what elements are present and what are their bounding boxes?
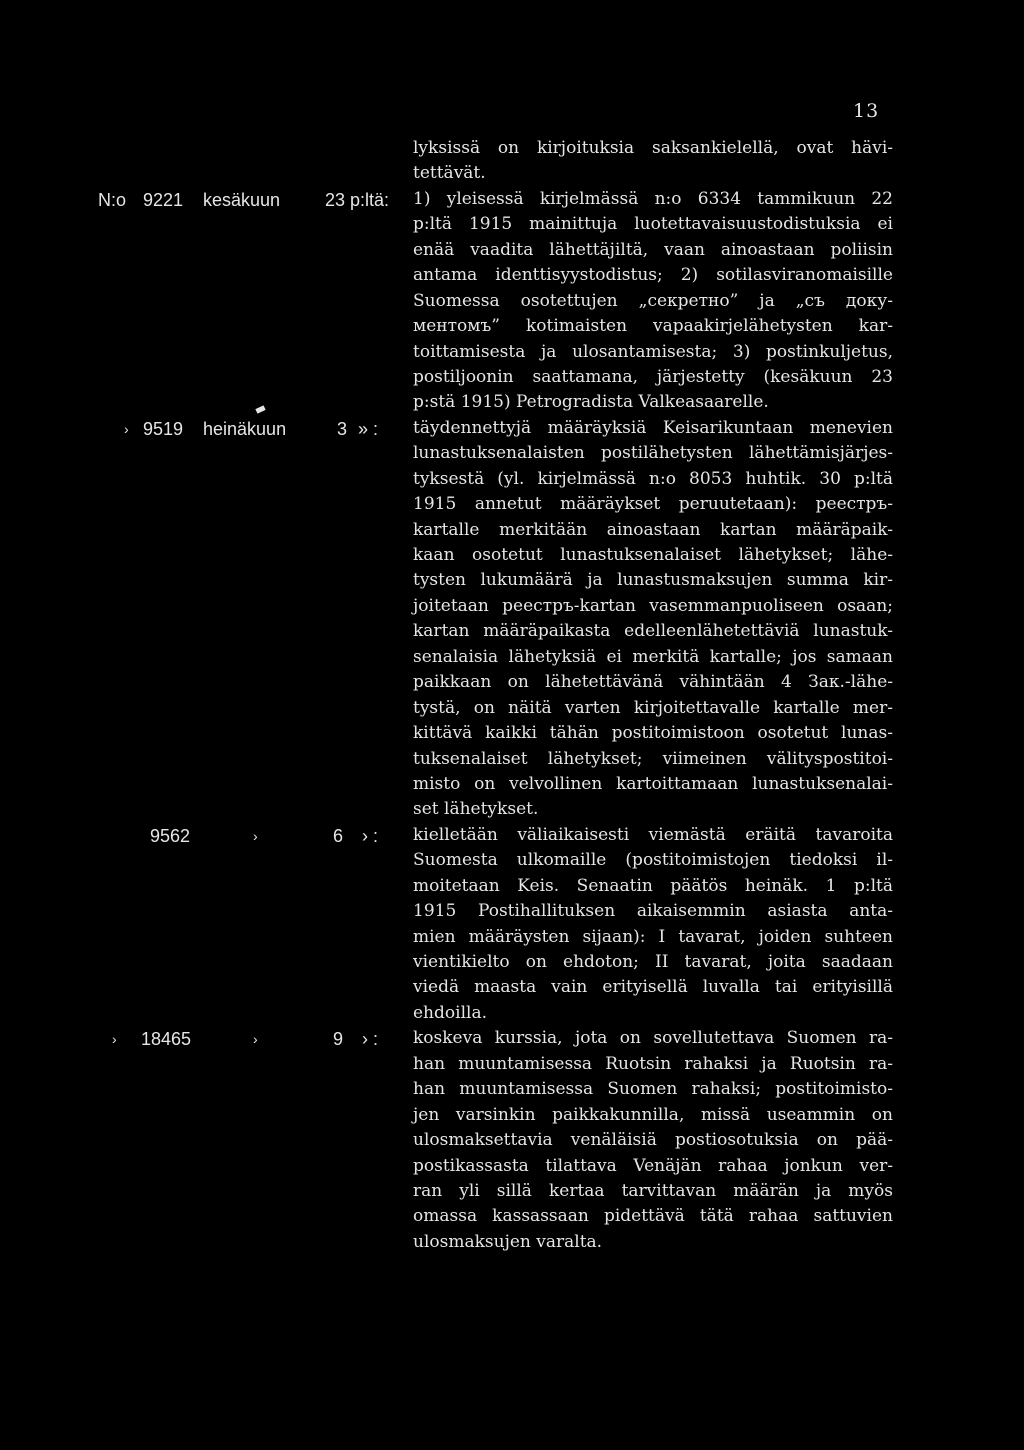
entry-month: ›: [253, 827, 258, 844]
text-line: antama identtisyystodistus; 2) sotilasviranomaisille: [413, 265, 893, 286]
entry-number: 9562: [150, 825, 191, 846]
text-line: moitetaan Keis. Senaatin päätös heinäk. 1 p:ltä: [413, 875, 893, 896]
text-line: set lähetykset.: [413, 799, 539, 820]
entry-day: 9: [333, 1029, 344, 1050]
entry-text: [413, 1026, 893, 1255]
text-line: kaan osotetut lunastuksenalaiset lähetykset; lähe-: [413, 545, 893, 565]
text-line: 1) yleisessä kirjelmässä n:o 6334 tammikuun 22: [413, 188, 893, 209]
text-line: tettävät.: [413, 163, 486, 184]
text-line: p:stä 1915) Petrogradista Valkeasaarelle.: [413, 392, 769, 413]
text-line: viedä maasta vain erityisellä luvalla tai erityisillä: [413, 977, 893, 998]
entry-text: [413, 136, 893, 187]
text-line: ulosmaksettavia venäläisiä postiosotuksia on pää-: [413, 1130, 893, 1151]
no-label: ›: [112, 1031, 117, 1048]
text-line: ran yli sillä kertaa tarvittavan määrän ja myös: [413, 1180, 893, 1201]
text-line: kartalle merkitään ainoastaan kartan määräpaik-: [413, 519, 893, 540]
text-line: Suomessa osotettujen „секретно” ja „съ доку-: [413, 290, 893, 311]
entry-day: 6: [333, 825, 344, 846]
text-line: tyksestä (yl. kirjelmässä n:o 8053 huhtik. 30 p:ltä: [413, 468, 893, 489]
text-line: p:ltä 1915 mainittuja luotettavaisuustodistuksia ei: [413, 214, 893, 235]
text-line: jen varsinkin paikkakunnilla, missä useammin on: [413, 1104, 893, 1125]
text-line: mien määräysten sijaan): I tavarat, joiden suhteen: [413, 926, 893, 947]
entry-suffix: » :: [358, 418, 379, 439]
register-entry: [0, 136, 1024, 187]
text-line: lunastuksenalaisten postilähetysten lähettämisjärjes-: [413, 443, 893, 464]
entry-suffix: › :: [362, 1029, 378, 1050]
entry-day: 23: [325, 189, 346, 210]
no-label: N:o: [98, 189, 127, 210]
entry-number: 9221: [143, 189, 184, 210]
register-entry: [0, 823, 1024, 1027]
text-line: misto on velvollinen kartoittamaan lunastuksenalai-: [413, 773, 893, 794]
entry-meta: [0, 823, 412, 849]
entry-suffix: p:ltä:: [350, 189, 390, 210]
entry-meta: [0, 187, 412, 213]
text-line: ehdoilla.: [413, 1002, 487, 1023]
text-line: senalaisia lähetyksiä ei merkitä kartalle; jos samaan: [413, 646, 893, 667]
entry-month: kesäkuun: [203, 189, 281, 210]
text-line: tysten lukumäärä ja lunastusmaksujen summa kir-: [413, 570, 893, 591]
register-entry: [0, 187, 1024, 416]
entry-day: 3: [337, 418, 348, 439]
entry-meta: [0, 416, 412, 442]
text-line: vientikielto on ehdoton; II tavarat, joita saadaan: [413, 952, 893, 972]
text-line: tuksenalaiset lähetykset; viimeinen välityspostitoi-: [413, 748, 893, 769]
register-entries: [0, 136, 1024, 1255]
no-label: ›: [124, 420, 129, 437]
text-line: 1915 annetut määräykset peruutetaan): реестръ-: [413, 494, 893, 515]
text-line: kielletään väliaikaisesti viemästä eräitä tavaroita: [413, 824, 893, 845]
entry-number: 9519: [143, 418, 184, 439]
text-line: toittamisesta ja ulosantamisesta; 3) postinkuljetus,: [413, 341, 893, 362]
register-entry: [0, 1026, 1024, 1255]
text-line: koskeva kurssia, jota on sovellutettava Suomen ra-: [413, 1028, 893, 1049]
page-number: 13: [853, 100, 880, 122]
text-line: ментомъ” kotimaisten vapaakirjelähetysten kar-: [413, 316, 893, 337]
text-line: omassa kassassaan pidettävä tätä rahaa sattuvien: [413, 1206, 893, 1227]
text-line: lyksissä on kirjoituksia saksankielellä, ovat hävi-: [413, 138, 893, 158]
register-entry: [0, 416, 1024, 823]
entry-text: [413, 416, 893, 823]
entry-suffix: › :: [362, 825, 378, 846]
text-line: täydennettyjä määräyksiä Keisarikuntaan menevien: [413, 417, 893, 438]
text-line: han muuntamisessa Ruotsin rahaksi ja Ruotsin ra-: [413, 1053, 893, 1074]
text-line: paikkaan on lähetettävänä vähintään 4 Зак.-lähe-: [413, 672, 893, 693]
text-line: ulosmaksujen varalta.: [413, 1231, 603, 1252]
text-line: postiljoonin saattamana, järjestetty (kesäkuun 23: [413, 366, 893, 387]
text-line: postikassasta tilattava Venäjän rahaa jonkun ver-: [413, 1155, 893, 1176]
text-line: kartan määräpaikasta edelleenlähetettäviä lunastuk-: [413, 621, 893, 642]
entry-text: [413, 187, 893, 416]
entry-meta: [0, 1026, 412, 1052]
text-line: 1915 Postihallituksen aikaisemmin asiasta anta-: [413, 901, 893, 922]
entry-text: [413, 823, 893, 1027]
text-line: kittävä kaikki tähän postitoimistoon osotetut lunas-: [413, 723, 893, 744]
text-line: joitetaan реестръ-kartan vasemmanpuoliseen osaan;: [413, 595, 893, 616]
entry-month: heinäkuun: [203, 418, 287, 439]
text-line: han muuntamisessa Suomen rahaksi; postitoimisto-: [413, 1079, 893, 1100]
text-line: Suomesta ulkomaille (postitoimistojen tiedoksi il-: [413, 850, 893, 871]
text-line: tystä, on näitä varten kirjoitettavalle kartalle mer-: [413, 697, 893, 718]
entry-number: 18465: [141, 1029, 192, 1050]
entry-month: ›: [253, 1031, 258, 1048]
text-line: enää vaadita lähettäjiltä, vaan ainoastaan poliisin: [413, 239, 893, 260]
